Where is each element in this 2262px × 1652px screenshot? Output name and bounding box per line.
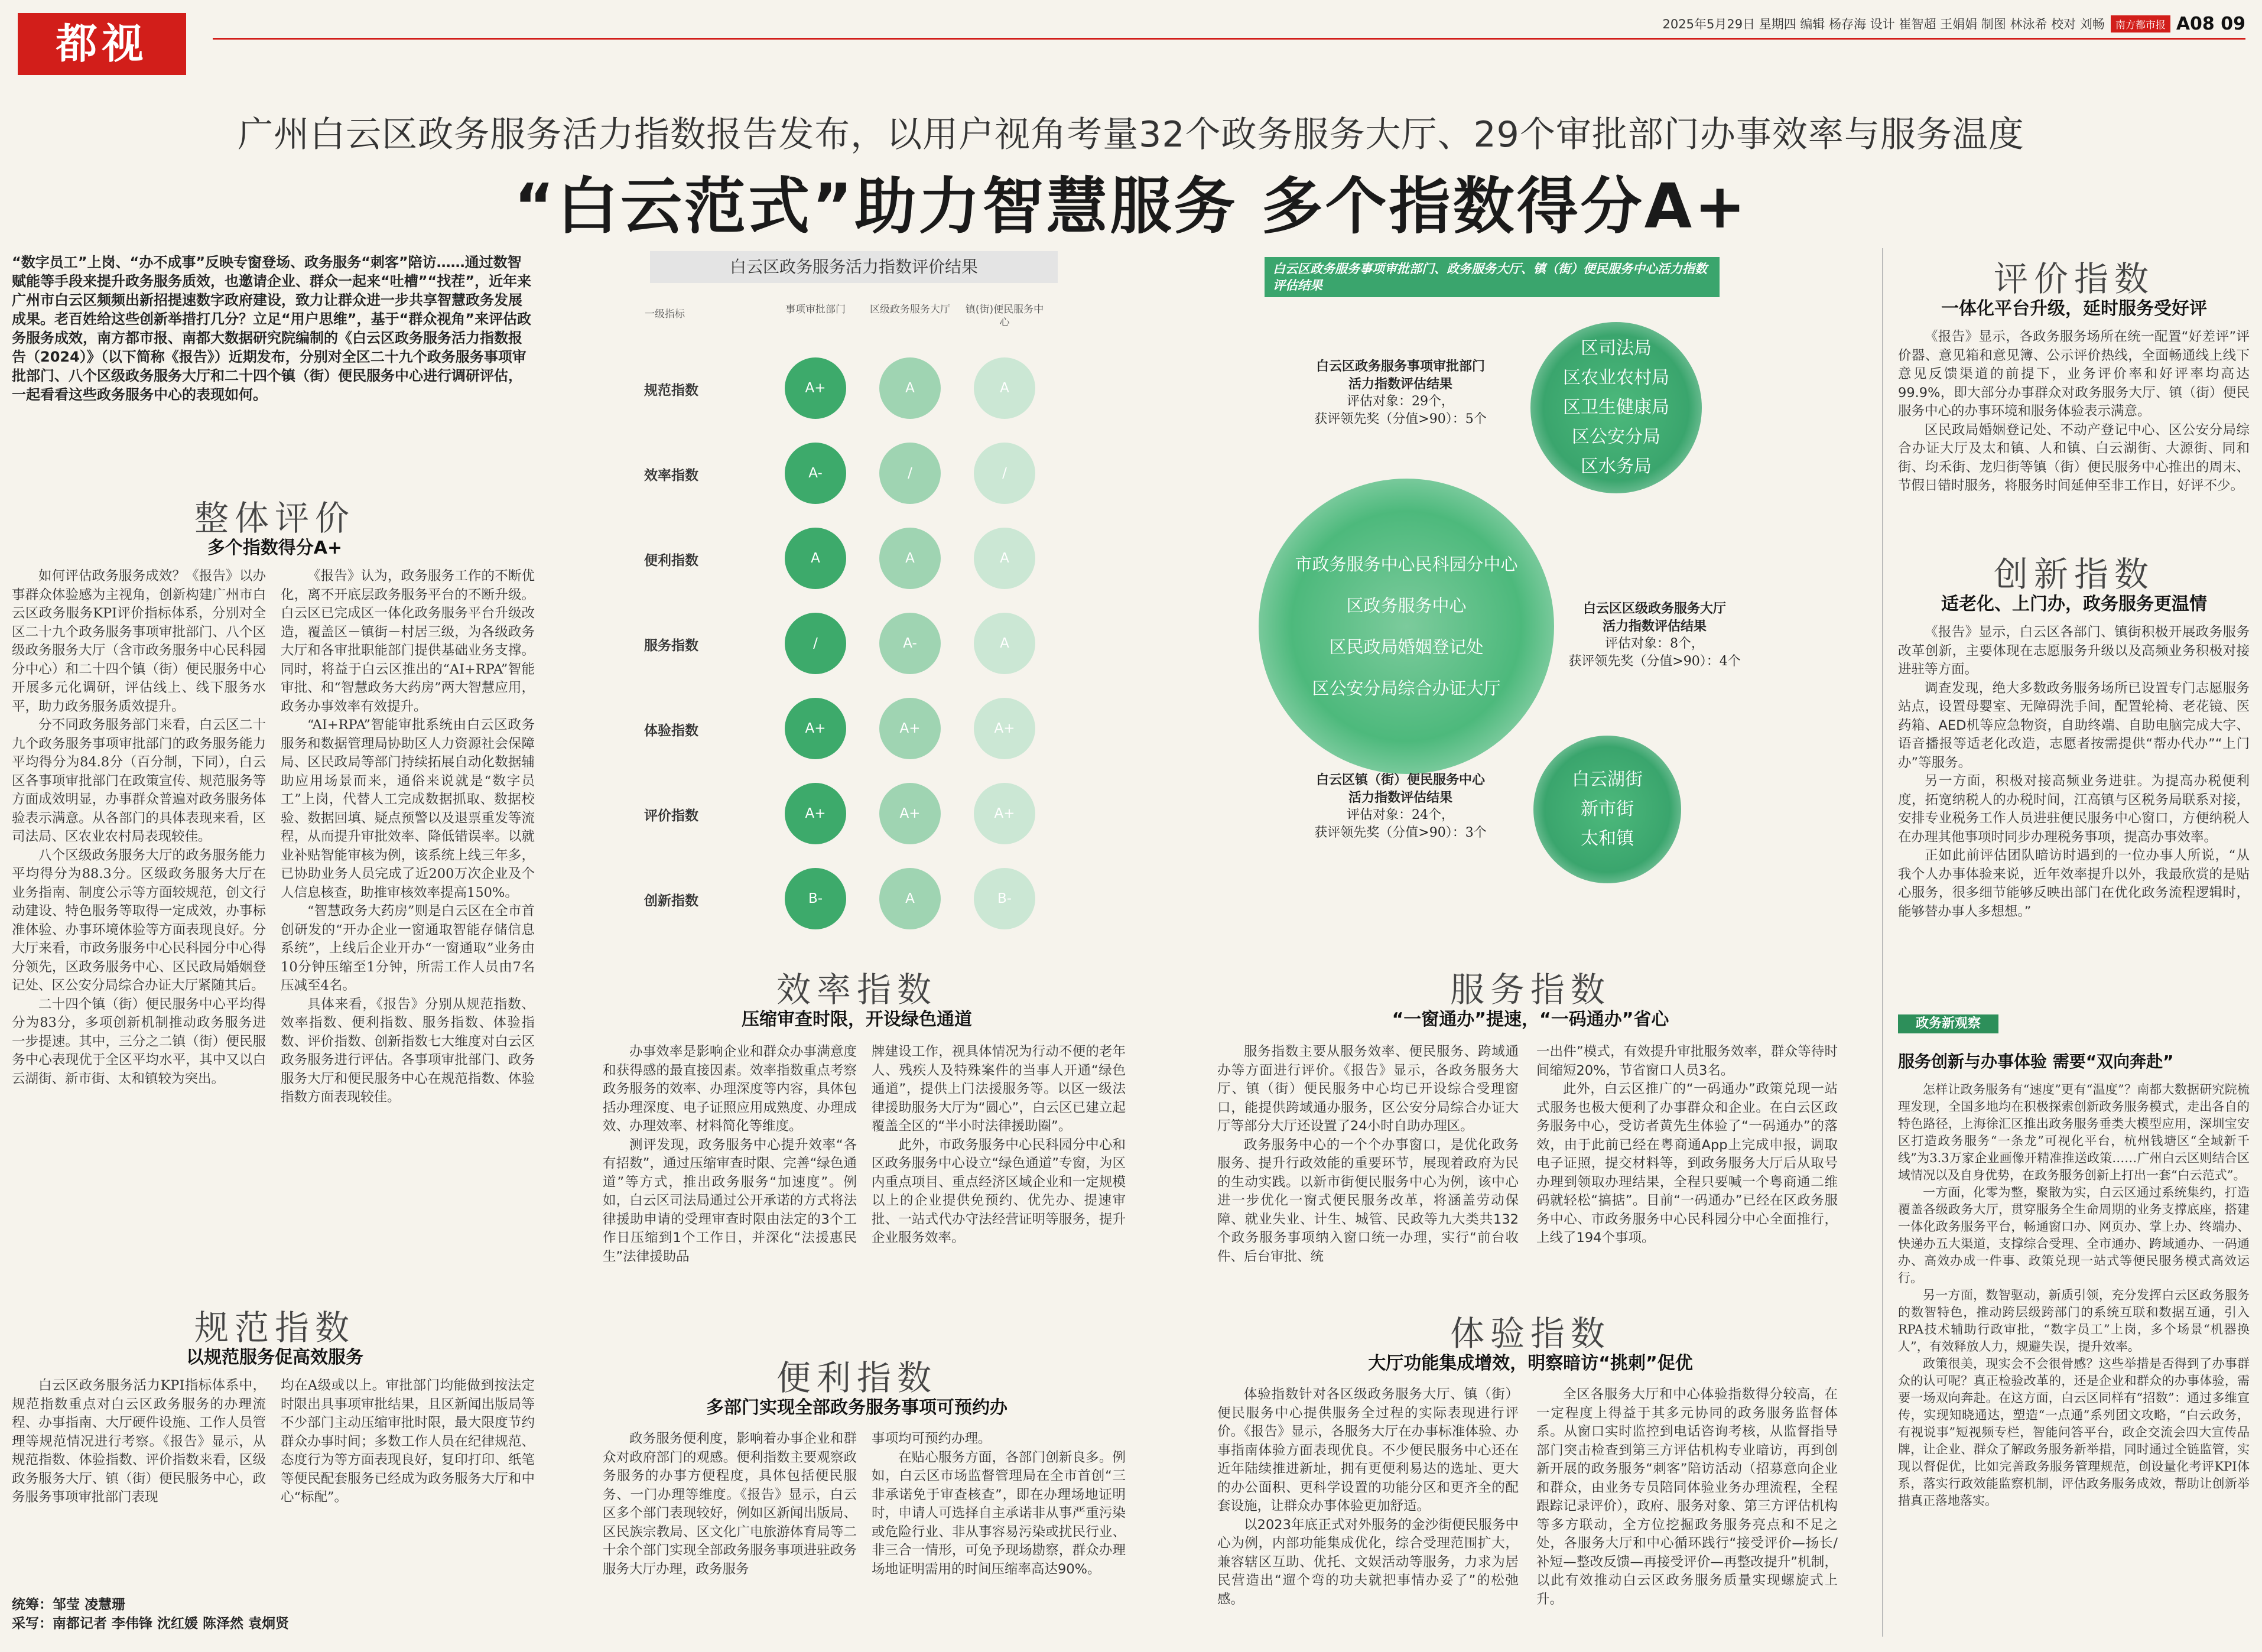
chart-row-label: 效率指数	[644, 468, 698, 483]
chart-row-label: 服务指数	[644, 638, 698, 653]
efficiency-paragraph: 办事效率是影响企业和群众办事满意度和获得感的最直接因素。效率指数重点考察政务服务的效率、办理深度等内容，具体包括办理深度、电子证照应用成熟度、办理成效、办理效率、材料简化等维度。	[603, 1044, 857, 1134]
overall-paragraph: “智慧政务大药房”则是白云区在全市首创研发的“开办企业一窗通取智能存储信息系统”，上线后企业开办“一窗通取”业务由10分钟压缩至1分钟，所需工作人员由7名压减至4名。	[281, 903, 535, 993]
convenience-col-right	[872, 1430, 1126, 1579]
newspaper-logo: 南方都市报	[2111, 15, 2170, 32]
bubble-item: 区水务局	[1581, 456, 1652, 477]
norm-paragraph: 均在A级或以上。审批部门均能做到按法定时限出具事项审批结果，且区新闻出版局等不少部门主动压缩审批时限，最大限度节约群众办事时间；多数工作人员在纪律规范、态度行为等方面表现良好，复印打印、纸笔等便民配套服务已经成为政务服务大厅和中心“标配”。	[281, 1378, 535, 1505]
efficiency-paragraph: 牌建设工作，视具体情况为行动不便的老年人、残疾人及特殊案件的当事人开通“绿色通道”，提供上门法援服务等。以区一级法律援助服务大厅为“圆心”，白云区已建立起覆盖全区的“半小时法律援助圈”。	[872, 1044, 1126, 1134]
observation-paragraph: 另一方面，数智驱动，新质引领，充分发挥白云区政务服务的数智特色，推动跨层级跨部门的系统互联和数据互通，引入RPA技术辅助行政审批，“数字员工”上岗，多个场景“机器换人”，有效释放人力，规避失误，提升效率。	[1898, 1288, 2250, 1354]
evaluation-paragraph: 《报告》显示，各政务服务场所在统一配置“好差评”评价器、意见箱和意见簿、公示评价热线，全面畅通线上线下意见反馈渠道的前提下，业务评价率和好评率均高达99.9%，即大部分办事群众对政务服务大厅、镇（街）便民服务中心的办事环境和服务体验表示满意。	[1898, 329, 2250, 419]
annot-title: 白云区区级政务服务大厅	[1582, 601, 1726, 616]
norm-paragraph: 白云区政务服务活力KPI指标体系中，规范指数重点对白云区政务服务的办理流程、办事指南、大厅硬件设施、工作人员管理等规范情况进行考察。《报告》显示，从规范指数、体验指数、评价指数来看，区级政务服务大厅、镇（街）便民服务中心，政务服务事项审批部门表现	[12, 1378, 266, 1505]
experience-paragraph: 体验指数针对各区级政务服务大厅、镇（街）便民服务中心提供服务全过程的实际表现进行评价。《报告》显示，各服务大厅在办事标准体验、办事指南体验方面表现优良。不少便民服务中心还在近年陆续推进新址，拥有更便利易达的选址、更大的办公面积、更科学设置的功能分区和更齐全的配套设施，让群众办事体验更加舒适。	[1217, 1387, 1519, 1514]
experience-paragraph: 全区各服务大厅和中心体验指数得分较高，在一定程度上得益于其多元协同的政务服务监督体系。从窗口实时监控到电话咨询考核，从监督指导部门突击检查到第三方评估机构专业暗访，再到创新开展的政务服务“刺客”陪访活动（招募意向企业和群众，由业务专员陪同体验业务办理流程，全程跟踪记录评价），政府、服务对象、第三方评估机构等多方联动，全方位挖掘政务服务亮点和不足之处，各服务大厅和中心循环践行“接受评价—扬长/补短—整改反馈—再接受评价—再整改提升”机制，以此有效推动白云区政务服务质量实现螺旋式上升。	[1536, 1387, 1838, 1607]
grade-circle: A+	[785, 357, 846, 419]
service-paragraph: 此外，白云区推广的“一码通办”政策兑现一站式服务也极大便利了办事群众和企业。在白云区政务服务中心，受访者黄先生体验了“一码通办”的落效，由于此前已经在粤商通App上完成申报，调取电子证照，提交材料等，到政务服务大厅后从取号办理到领取办理结果，全程只要喊一个粤商通二维码就轻松“搞掂”。目前“一码通办”已经在区政务服务中心、市政务服务中心民科园分中心全面推行，上线了194个事项。	[1536, 1081, 1838, 1245]
section-sub-experience: 大厅功能集成增效，明察暗访“挑刺”促优	[1368, 1353, 1693, 1374]
convenience-col-left	[603, 1430, 857, 1579]
section-sub-efficiency: 压缩审查时限，开设绿色通道	[742, 1009, 972, 1030]
overall-col-right	[281, 567, 535, 1107]
norm-col-left	[12, 1377, 266, 1507]
page-number: A08 09	[2176, 13, 2245, 34]
bubble-dept	[1530, 322, 1702, 493]
grade-circle: A-	[785, 443, 846, 504]
annot-title: 活力指数评估结果	[1348, 376, 1452, 392]
bubble-town	[1533, 736, 1681, 883]
section-title-evaluation: 评价指数	[1993, 259, 2154, 299]
section-title-overall: 整体评价	[194, 498, 355, 538]
grade-circle: A+	[785, 698, 846, 759]
service-paragraph: 政务服务中心的一个个办事窗口，是优化政务服务、提升行政效能的重要环节，展现着政府为民的生动实践。以新市街便民服务中心为例，该中心进一步优化一窗式便民服务改革，将涵盖劳动保障、就业失业、计生、城管、民政等九大类共132个政务服务事项纳入窗口统一办理，实行“前台收件、后台审批、统	[1217, 1137, 1519, 1264]
innovation-paragraph: 正如此前评估团队暗访时遇到的一位办事人所说，“从我个人办事体验来说，近年效率提升以外，我最欣赏的是贴心服务，很多细节能够反映出部门在优化政务流程逻辑时，能够替办事人多想想。”	[1898, 848, 2250, 919]
dept-annotation	[1270, 357, 1530, 428]
bubble-item: 区司法局	[1581, 338, 1652, 359]
annot-excellent: 获评领先奖（分值>90）：3个	[1314, 825, 1487, 840]
overall-paragraph: 具体来看，《报告》分别从规范指数、效率指数、便利指数、服务指数、体验指数、评价指数、创新指数七大维度对白云区政务服务进行评估。各事项审批部门、政务服务大厅和便民服务中心在规范指数、体验指数方面表现较佳。	[281, 996, 535, 1105]
grade-circle: /	[974, 443, 1035, 504]
overall-paragraph: 《报告》认为，政务服务工作的不断优化，离不开底层政务服务平台的不断升级。白云区已完成区一体化政务服务平台升级改造，覆盖区－镇街－村居三级，为各级政务大厅和各审批职能部门提供基础业务支撑。同时，将益于白云区推出的“AI+RPA”智能审批、和“智慧政务大药房”两大智慧应用，政务办事效率有效提升。	[281, 568, 535, 714]
header-rule	[213, 38, 2245, 40]
bubble-item: 区政务服务中心	[1346, 596, 1467, 616]
efficiency-col-left	[603, 1043, 857, 1266]
overall-paragraph: 八个区级政务服务大厅的政务服务能力平均得分为88.3分。区级政务服务大厅在业务指南、制度公示等方面较规范，创文行动建设、特色服务等取得一定成效，办事标准体验、办事环境体验等方面表现良好。分大厅来看，市政务服务中心民科园分中心得分领先，区政务服务中心、区民政局婚姻登记处、区公安分局综合办证大厅紧随其后。	[12, 847, 266, 993]
efficiency-col-right	[872, 1043, 1126, 1248]
section-title-efficiency: 效率指数	[776, 970, 937, 1010]
chart-title: 白云区政务服务事项审批部门、政务服务大厅、镇（街）便民服务中心活力指数评估结果	[1265, 257, 1720, 297]
innovation-paragraph: 调查发现，绝大多数政务服务场所已设置专门志愿服务站点，设置母婴室、无障碍洗手间，配置轮椅、老花镜、医药箱、AED机等应急物资，自助终端、自助电脑完成大字、语音播报等适老化改造，志愿者按需提供“帮办代办”“上门办”等服务。	[1898, 680, 2250, 770]
innovation-paragraph: 另一方面，积极对接高频业务进驻。为提高办税便利度，拓宽纳税人的办税时间，江高镇与区税务局联系对接，安排专业税务工作人员进驻便民服务中心窗口，方便纳税人在办理其他事项时同步办理税务事项，提高办事效率。	[1898, 773, 2250, 845]
observation-headline: 服务创新与办事体验 需要“双向奔赴”	[1898, 1052, 2174, 1071]
grade-circle: A	[785, 528, 846, 589]
section-sub-service: “一窗通办”提速，“一码通办”省心	[1392, 1009, 1669, 1030]
bubble-item: 市政务服务中心民科园分中心	[1295, 554, 1518, 574]
section-title-experience: 体验指数	[1450, 1313, 1611, 1354]
observation-body	[1898, 1081, 2250, 1510]
annot-title: 白云区政务服务事项审批部门	[1315, 359, 1485, 374]
section-title-norm: 规范指数	[194, 1308, 355, 1348]
overall-paragraph: 分不同政务服务部门来看，白云区二十九个政务服务事项审批部门的政务服务能力平均得分为84.8分（百分制，下同），白云区各事项审批部门在政策宣传、规范服务等方面成效明显，办事群众普遍对政务服务体验表示满意。从各部门的具体表现来看，区司法局、区农业农村局表现较佳。	[12, 717, 266, 844]
grade-circle: A	[974, 528, 1035, 589]
annot-title: 活力指数评估结果	[1348, 790, 1452, 805]
bubble-item: 区民政局婚姻登记处	[1329, 637, 1484, 657]
norm-col-right	[281, 1377, 535, 1507]
hall-annotation	[1530, 600, 1779, 671]
grade-circle: A	[974, 357, 1035, 419]
subheadline: 广州白云区政务服务活力指数报告发布，以用户视角考量32个政务服务大厅、29个审批部门办事效率与服务温度	[238, 114, 2024, 155]
credits	[12, 1595, 532, 1633]
section-sub-innovation: 适老化、上门办，政务服务更温情	[1941, 594, 2207, 614]
bubble-hall	[1259, 479, 1554, 774]
town-annotation	[1270, 771, 1530, 842]
annot-count: 评估对象：24个，	[1347, 808, 1454, 822]
chart-row-label: 体验指数	[644, 723, 698, 739]
annot-title: 白云区镇（街）便民服务中心	[1315, 772, 1485, 788]
service-paragraph: 一出件”模式，有效提升审批服务效率，群众等待时间缩短20%，节省窗口人员3名。	[1536, 1044, 1838, 1078]
bubble-item: 太和镇	[1581, 828, 1634, 849]
evaluation-paragraph: 区民政局婚姻登记处、不动产登记中心、区公安分局综合办证大厅及太和镇、人和镇、白云湖街、大源街、同和街、均禾街、龙归街等镇（街）便民服务中心推出的周末、节假日错时服务，将服务时间延伸至非工作日，好评不少。	[1898, 422, 2250, 493]
credit-line: 统筹：邹莹 凌慧珊	[12, 1597, 126, 1612]
grade-circle: A+	[879, 698, 941, 759]
chart-row-label: 规范指数	[644, 383, 698, 398]
convenience-paragraph: 在贴心服务方面，各部门创新良多。例如，白云区市场监督管理局在全市首创“三非承诺免于审查核查”，即在办理场地证明时，申请人可选择自主承诺非从事严重污染或危险行业、非从事容易污染或扰民行业、非三合一情形，可免予现场勘察，群众办理场地证明需用的时间压缩率高达90%。	[872, 1449, 1126, 1577]
grade-circle: /	[785, 613, 846, 674]
bubble-chart	[1253, 251, 1779, 919]
chart-column-header: 区级政务服务大厅	[870, 304, 950, 316]
annot-excellent: 获评领先奖（分值>90）：4个	[1568, 654, 1741, 669]
convenience-paragraph: 政务服务便利度，影响着办事企业和群众对政府部门的观感。便利指数主要观察政务服务的办事方便程度，具体包括便民服务、一门办理等维度。《报告》显示，白云区多个部门表现较好，例如区新闻出版局、区民族宗教局、区文化广电旅游体育局等二十余个部门实现全部政务服务事项进驻政务服务大厅办理，政务服务	[603, 1431, 857, 1577]
grade-circle: A+	[785, 783, 846, 844]
grade-circle: A	[879, 528, 941, 589]
chart-row-label: 评价指数	[644, 808, 698, 824]
chart-row-label: 便利指数	[644, 553, 698, 568]
experience-paragraph: 以2023年底正式对外服务的金沙街便民服务中心为例，内部功能集成优化，综合受理范围扩大，兼容辖区互助、优托、文娱活动等服务，力求为居民营造出“遛个弯的功夫就把事情办妥了”的松弛感。	[1217, 1517, 1519, 1607]
chart-level-header: 一级指标	[645, 308, 685, 320]
section-title-innovation: 创新指数	[1993, 554, 2154, 594]
bubble-item: 区农业农村局	[1563, 368, 1669, 388]
efficiency-paragraph: 测评发现，政务服务中心提升效率“各有招数”，通过压缩审查时限、完善“绿色通道”等方式，推出政务服务“加速度”。例如，白云区司法局通过公开承诺的方式将法律援助申请的受理审查时限由法定的3个工作日压缩到1个工作日，并深化“法援惠民生”法律援助品	[603, 1137, 857, 1264]
lead-paragraph: “数字员工”上岗、“办不成事”反映专窗登场、政务服务“刺客”陪访……通过数智赋能等手段来提升政务服务质效，也邀请企业、群众一起来“吐槽”“找茬”，近年来广州市白云区频频出新招提速数字政府建设，致力让群众进一步共享智慧政务发展成果。老百姓给这些创新举措打几分？立足“用户思维”，基于“群众视角”来评估政务服务成效，南方都市报、南都大数据研究院编制的《白云区政务服务活力指数报告（2024）》（以下简称《报告》）近期发布，分别对全区二十九个政务服务事项审批部门、八个区级政务服务大厅和二十四个镇（街）便民服务中心进行调研评估，一起看看这些政务服务中心的表现如何。	[12, 254, 532, 403]
overall-paragraph: “AI+RPA”智能审批系统由白云区政务服务和数据管理局协助区人力资源社会保障局、区民政局等部门持续拓展自动化数据辅助应用场景而来，通俗来说就是“数字员工”上岗，代替人工完成数据抓取、数据校验、数据回填、疑点预警以及退票重发等流程，从而提升审批效率、降低错误率。以就业补贴智能审核为例，该系统上线三年多，已协助业务人员完成了近200万次企业及个人信息核查，助推审核效率提高150%。	[281, 717, 535, 900]
grade-grid-chart	[620, 251, 1087, 913]
section-title-service: 服务指数	[1450, 970, 1611, 1010]
bubble-item: 区卫生健康局	[1563, 397, 1669, 418]
grade-circle: /	[879, 443, 941, 504]
annot-excellent: 获评领先奖（分值>90）：5个	[1314, 412, 1487, 427]
section-sub-norm: 以规范服务促高效服务	[186, 1347, 363, 1368]
evaluation-body	[1898, 328, 2250, 496]
grade-circle: B-	[785, 868, 846, 929]
chart-title: 白云区政务服务活力指数评价结果	[650, 251, 1058, 283]
grade-circle: A	[974, 613, 1035, 674]
section-sub-overall: 多个指数得分A+	[207, 538, 343, 558]
annot-count: 评估对象：8个，	[1605, 636, 1704, 651]
grade-circle: A	[879, 868, 941, 929]
credit-line: 采写：南都记者 李伟锋 沈红媛 陈泽然 袁炯贤	[12, 1616, 290, 1631]
section-sub-evaluation: 一体化平台升级，延时服务受好评	[1941, 298, 2207, 319]
service-paragraph: 服务指数主要从服务效率、便民服务、跨域通办等方面进行评价。《报告》显示，各政务服务大厅、镇（街）便民服务中心均已开设综合受理窗口，能提供跨域通办服务，区公安分局综合办证大厅等部分大厅还设置了24小时自助办理区。	[1217, 1044, 1519, 1134]
grade-circle: B-	[974, 868, 1035, 929]
observation-paragraph: 一方面，化零为整，聚散为实，白云区通过系统集约，打造覆盖各级政务大厅，贯穿服务全生命周期的业务支撑底座，搭建一体化政务服务平台，畅通窗口办、网页办、掌上办、终端办、快递办五大渠道，支撑综合受理、全市通办、跨域通办、一码通办、高效办成一件事、政策兑现一站式等便民服务模式高效运行。	[1898, 1185, 2250, 1285]
innovation-paragraph: 《报告》显示，白云区各部门、镇街积极开展政务服务改革创新，主要体现在志愿服务升级以及高频业务积极对接进驻等方面。	[1898, 625, 2250, 677]
grade-circle: A+	[974, 698, 1035, 759]
chart-column-header: 镇(街)便民服务中心	[965, 304, 1044, 329]
bubble-item: 区公安分局综合办证大厅	[1312, 678, 1501, 698]
service-col-left	[1217, 1043, 1519, 1266]
bubble-item: 区公安分局	[1572, 427, 1660, 447]
chart-column-header: 事项审批部门	[785, 304, 846, 316]
bubble-item: 新市街	[1581, 799, 1634, 820]
page-info-bar	[1662, 13, 2245, 34]
grade-circle: A	[879, 357, 941, 419]
chart-row-label: 创新指数	[644, 893, 698, 909]
overall-paragraph: 如何评估政务服务成效？《报告》以办事群众体验感为主视角，创新构建广州市白云区政务服务KPI评价指标体系，分别对全区二十九个政务服务事项审批部门、八个区级政务服务大厅（含市政务服务中心民科园分中心）和二十四个镇（街）便民服务中心开展多元化调研，评估线上、线下服务水平，助力政务服务质效提升。	[12, 568, 266, 714]
grade-circle: A+	[879, 783, 941, 844]
column-divider	[1882, 248, 1883, 1637]
efficiency-paragraph: 此外，市政务服务中心民科园分中心和区政务服务中心设立“绿色通道”专窗，为区内重点项目、重点经济区域企业和一定规模以上的企业提供免预约、优先办、提速审批、一站式代办守法经营证明等服务，提升企业服务效率。	[872, 1137, 1126, 1245]
issue-info: 2025年5月29日 星期四 编辑 杨存海 设计 崔智超 王娟娟 制图 林泳希 校对 刘畅	[1662, 17, 2105, 31]
convenience-paragraph: 事项均可预约办理。	[872, 1431, 992, 1446]
innovation-body	[1898, 623, 2250, 921]
section-sub-convenience: 多部门实现全部政务服务事项可预约办	[706, 1397, 1008, 1418]
overall-col-left	[12, 567, 266, 1088]
service-col-right	[1536, 1043, 1838, 1248]
experience-col-right	[1536, 1386, 1838, 1609]
experience-col-left	[1217, 1386, 1519, 1609]
section-title-convenience: 便利指数	[776, 1358, 937, 1398]
grade-circle: A+	[974, 783, 1035, 844]
annot-count: 评估对象：29个，	[1347, 394, 1454, 409]
annot-title: 活力指数评估结果	[1602, 619, 1707, 634]
section-masthead: 都视	[18, 13, 186, 75]
grade-circle: A-	[879, 613, 941, 674]
headline: “白云范式”助力智慧服务 多个指数得分A+	[514, 170, 1748, 242]
observation-paragraph: 政策很美，现实会不会很骨感？这些举措是否得到了办事群众的认可呢？真正检验改革的，还是企业和群众的办事体验，需要一场双向奔赴。在这方面，白云区同样有“招数”：通过多维宣传，实现知晓通达，塑造“一点通”系列团文攻略，“白云政务，有视说事”短视频专栏，智能问答平台，政企交流会四大宣传品牌，让企业、群众了解政务服务新举措，同时通过全链监管，实现以督促优，比如完善政务服务管理规范，创设量化考评KPI体系，落实行政效能监察机制，评估政务服务成效，帮助让创新举措真正落地落实。	[1898, 1357, 2250, 1508]
observation-paragraph: 怎样让政务服务有“速度”更有“温度”？南都大数据研究院梳理发现，全国多地均在积极探索创新政务服务模式，走出各自的特色路径，上海徐汇区推出政务服务垂类大模型应用，深圳宝安区打造政务服务“一条龙”可视化平台，杭州钱塘区“全域新千线”为3.3万家企业画像开精准推送政策……广州白云区则结合区域情况以及自身优势，在政务服务创新上打出一套“白云范式”。	[1898, 1082, 2250, 1182]
observation-label: 政务新观察	[1898, 1014, 1998, 1033]
overall-paragraph: 二十四个镇（街）便民服务中心平均得分为83分，多项创新机制推动政务服务进一步提速。其中，三分之二镇（街）便民服务中心表现优于全区平均水平，其中又以白云湖街、新市街、太和镇较为突出。	[12, 996, 266, 1087]
bubble-item: 白云湖街	[1572, 769, 1643, 790]
